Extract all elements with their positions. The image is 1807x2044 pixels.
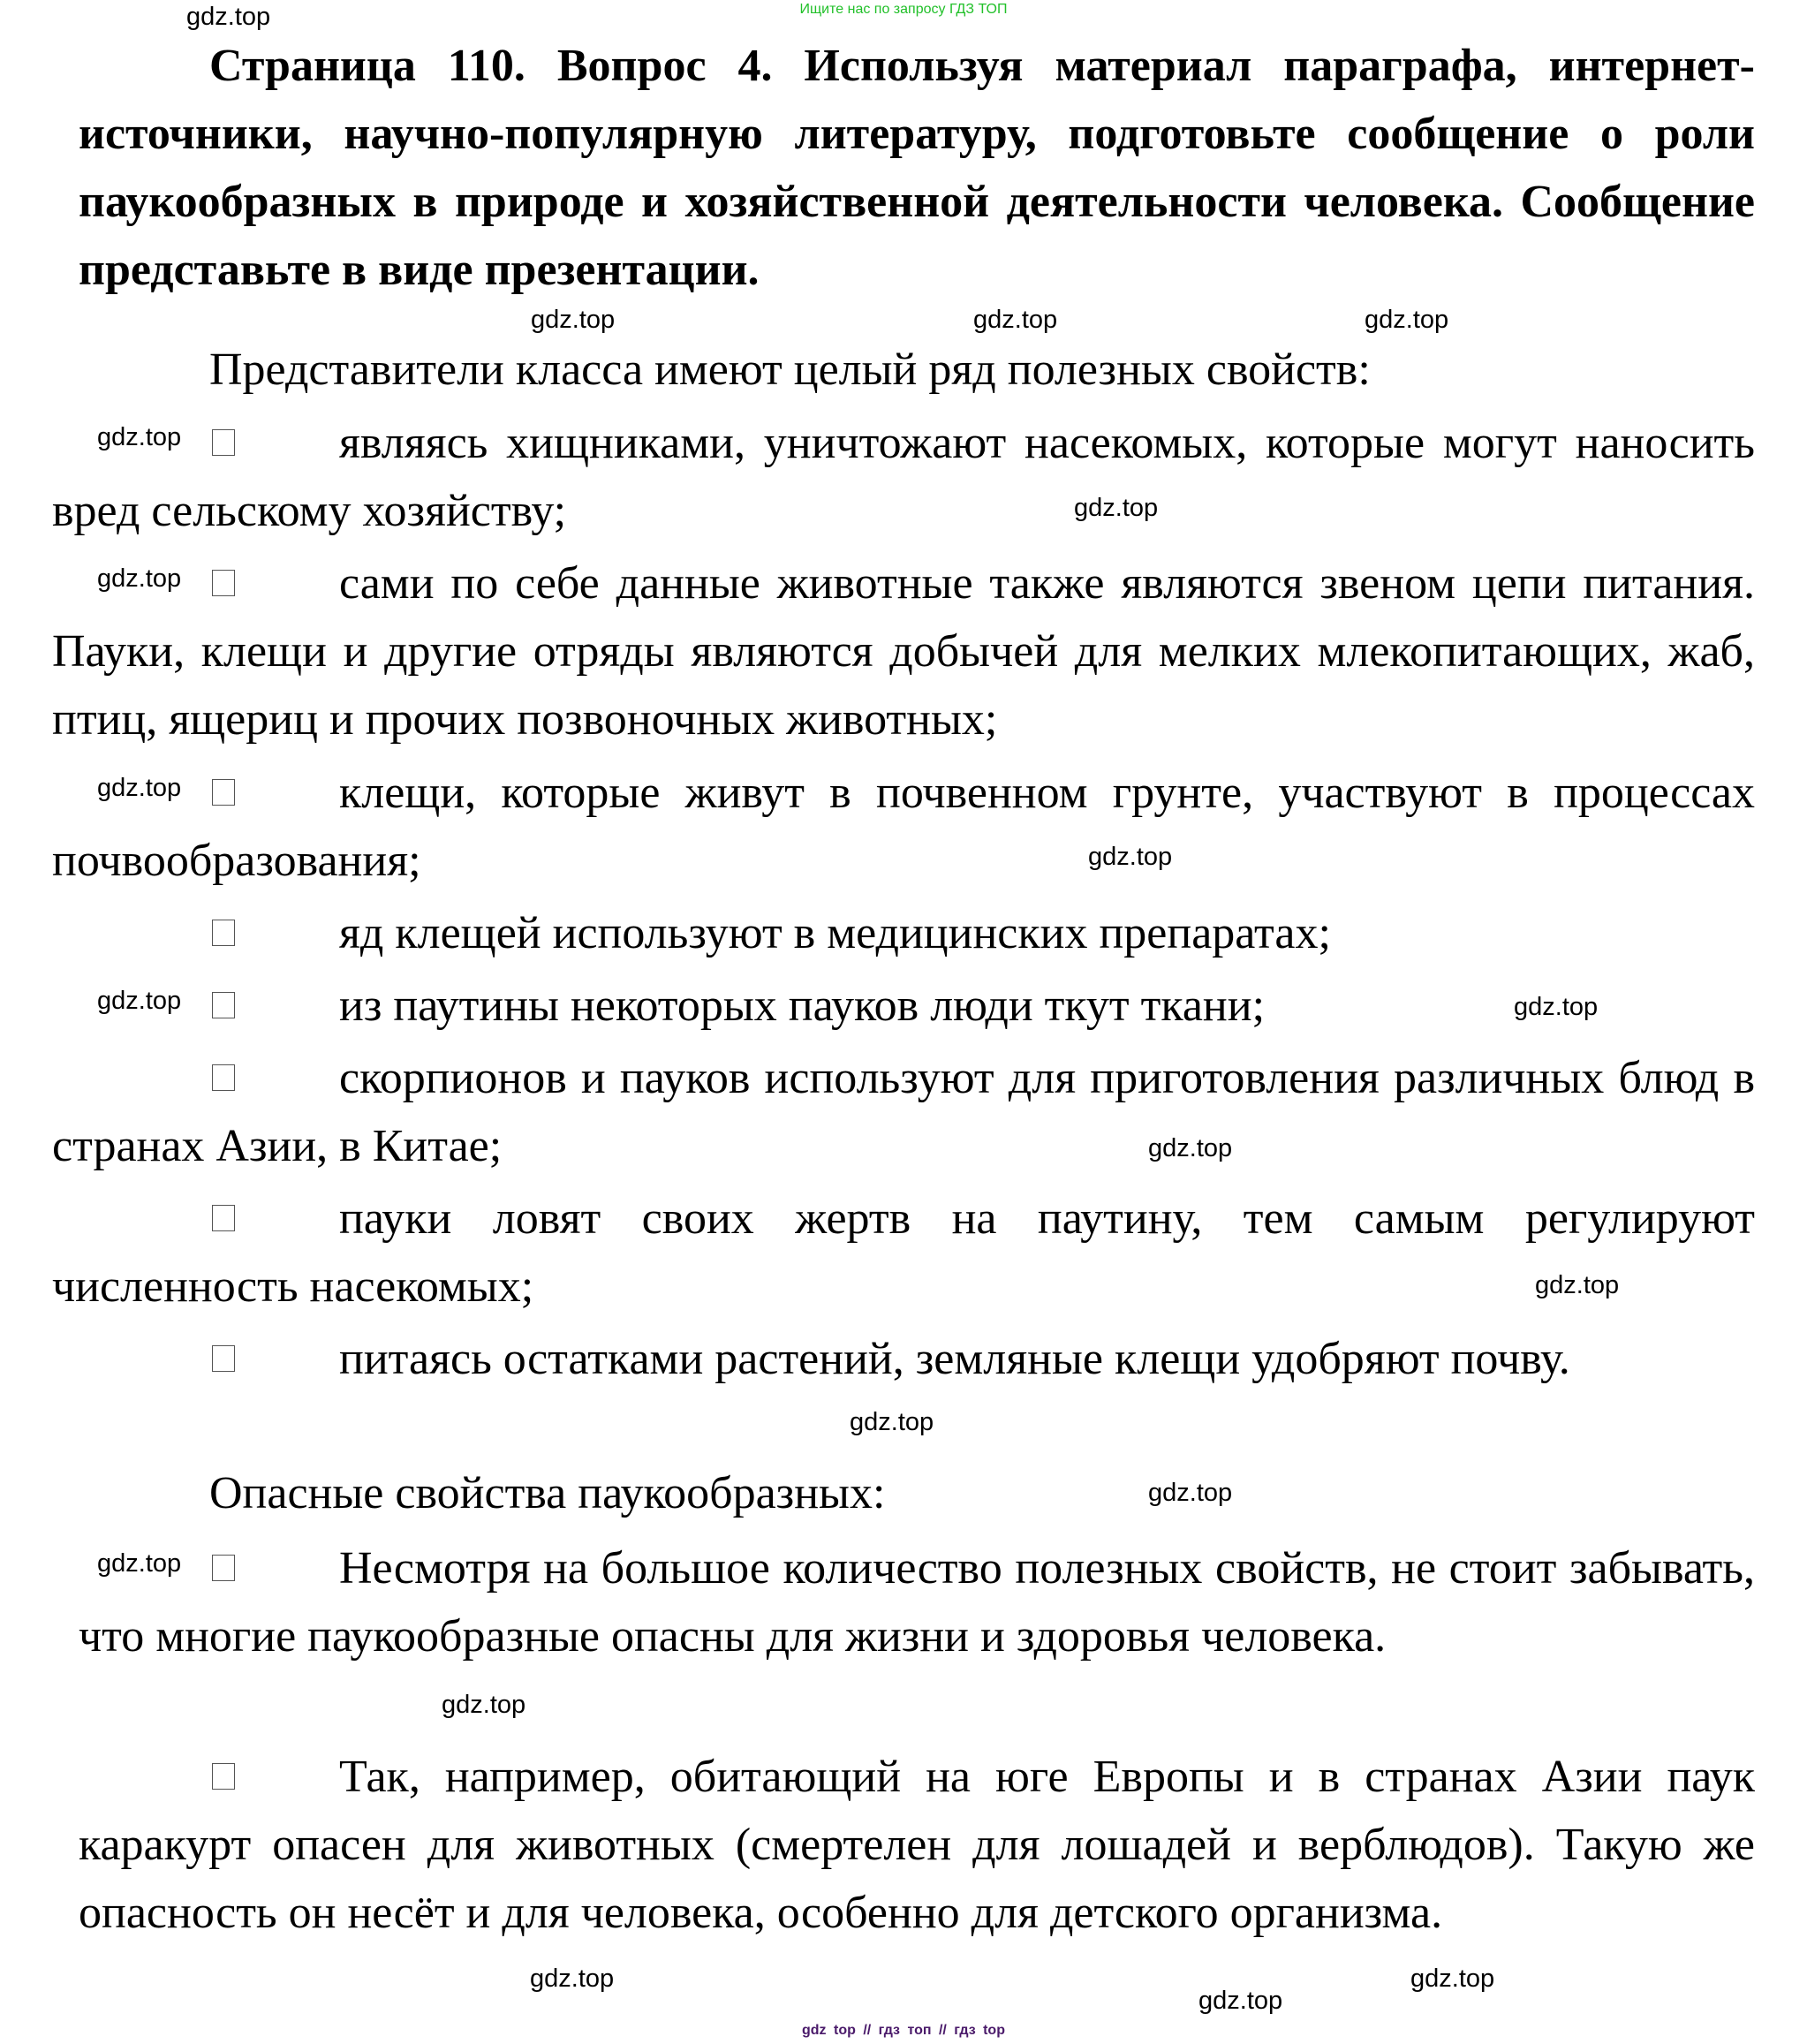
watermark: gdz.top (1148, 1134, 1233, 1162)
watermark: gdz.top (97, 1549, 182, 1578)
list-item: сами по себе данные животные также являются звеном цепи питания. Пауки, клещи и другие отряды являются добычей для мелких млекопитающих, жаб, птиц, ящериц и прочих позвоночных животных; (52, 558, 1755, 745)
footer-watermark: gdz top // гдз топ // гдз top (802, 2023, 1005, 2038)
watermark: gdz.top (1410, 1965, 1495, 1993)
watermark: gdz.top (442, 1691, 526, 1719)
watermark: gdz.top (97, 423, 182, 451)
list-item: клещи, которые живут в почвенном грунте, участвуют в процессах почвообразования; (52, 768, 1755, 886)
watermark: gdz.top (97, 564, 182, 593)
useful-heading: Представители класса имеют целый ряд полезных свойств: (209, 344, 1371, 395)
list-item: Несмотря на большое количество полезных свойств, не стоит забывать, что многие паукообразные опасны для жизни и здоровья человека. (79, 1543, 1755, 1662)
watermark: gdz.top (530, 1965, 615, 1993)
watermark: gdz.top (97, 987, 182, 1015)
list-item: питаясь остатками растений, земляные клещи удобряют почву. (339, 1334, 1570, 1384)
list-item: пауки ловят своих жертв на паутину, тем самым регулируют численность насекомых; (52, 1193, 1755, 1312)
list-item: Так, например, обитающий на юге Европы и в странах Азии паук каракурт опасен для животных (смертелен для лошадей и верблюдов). Такую же опасность он несёт и для человека, особенно для детского организма. (79, 1752, 1755, 1938)
list-item: скорпионов и пауков используют для приготовления различных блюд в странах Азии, в Китае; (52, 1053, 1755, 1171)
list-item: являясь хищниками, уничтожают насекомых, которые могут наносить вред сельскому хозяйству; (52, 418, 1755, 536)
watermark: gdz.top (1148, 1479, 1233, 1507)
question-title: Страница 110. Вопрос 4. Используя материал параграфа, интернет-источники, научно-популярную литературу, подготовьте сообщение о роли паукообразных в природе и хозяйственной деятельности человека. Сообщение представьте в виде презентации. (79, 41, 1755, 295)
watermark: gdz.top (1074, 494, 1159, 522)
watermark: gdz.top (1514, 993, 1599, 1021)
watermark: gdz.top (850, 1408, 934, 1436)
watermark: gdz.top (1365, 306, 1449, 334)
search-hint-banner: Ищите нас по запросу ГДЗ ТОП (799, 2, 1008, 17)
list-item: яд клещей используют в медицинских препаратах; (339, 908, 1331, 958)
list-item: из паутины некоторых пауков люди ткут ткани; (339, 980, 1266, 1031)
watermark: gdz.top (531, 306, 616, 334)
watermark: gdz.top (186, 3, 271, 31)
watermark: gdz.top (973, 306, 1058, 334)
danger-heading: Опасные свойства паукообразных: (209, 1468, 886, 1518)
watermark: gdz.top (1198, 1987, 1283, 2015)
watermark: gdz.top (1535, 1271, 1620, 1299)
watermark: gdz.top (97, 774, 182, 802)
watermark: gdz.top (1088, 843, 1173, 871)
